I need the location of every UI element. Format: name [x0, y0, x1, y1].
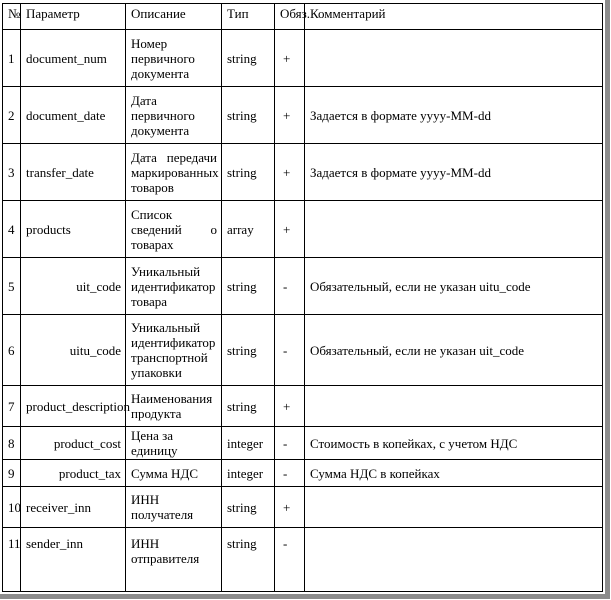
- row-required: +: [275, 30, 305, 87]
- row-type: string: [222, 30, 275, 87]
- row-type: array: [222, 201, 275, 258]
- row-param: uitu_code: [21, 315, 126, 386]
- row-num: 1: [3, 30, 21, 87]
- row-type: integer: [222, 460, 275, 487]
- row-comment: [305, 386, 603, 427]
- row-required: -: [275, 427, 305, 460]
- row-num: 8: [3, 427, 21, 460]
- row-param: sender_inn: [21, 528, 126, 592]
- row-comment: Стоимость в копейках, с учетом НДС: [305, 427, 603, 460]
- row-desc: Список сведений о товарах: [126, 201, 222, 258]
- row-param: product_tax: [21, 460, 126, 487]
- table-row: [3, 487, 603, 528]
- row-param: receiver_inn: [21, 487, 126, 528]
- header-type: Тип: [222, 4, 275, 30]
- row-desc: Уникальный идентификатор товара: [126, 258, 222, 315]
- row-desc: Уникальный идентификатор транспортной упаковки: [126, 315, 222, 386]
- table-header-row: [3, 4, 603, 30]
- row-comment: Задается в формате yyyy-MM-dd: [305, 144, 603, 201]
- table-row: [3, 258, 603, 315]
- row-type: string: [222, 144, 275, 201]
- row-desc: Дата передачи маркированных товаров: [126, 144, 222, 201]
- row-type: string: [222, 528, 275, 592]
- row-required: -: [275, 258, 305, 315]
- row-param: document_num: [21, 30, 126, 87]
- row-required: +: [275, 386, 305, 427]
- table-row: [3, 528, 603, 592]
- row-param: uit_code: [21, 258, 126, 315]
- row-required: +: [275, 144, 305, 201]
- row-num: 6: [3, 315, 21, 386]
- row-comment: [305, 528, 603, 592]
- row-num: 7: [3, 386, 21, 427]
- table-row: [3, 87, 603, 144]
- row-required: -: [275, 315, 305, 386]
- row-required: +: [275, 487, 305, 528]
- header-param: Параметр: [21, 4, 126, 30]
- row-type: string: [222, 487, 275, 528]
- row-type: string: [222, 258, 275, 315]
- row-required: +: [275, 201, 305, 258]
- parameters-table: [2, 3, 603, 592]
- row-num: 5: [3, 258, 21, 315]
- row-comment: [305, 201, 603, 258]
- row-desc: Цена за единицу: [126, 427, 222, 460]
- row-type: string: [222, 87, 275, 144]
- row-comment: Сумма НДС в копейках: [305, 460, 603, 487]
- row-param: document_date: [21, 87, 126, 144]
- row-type: integer: [222, 427, 275, 460]
- row-comment: Обязательный, если не указан uit_code: [305, 315, 603, 386]
- row-comment: Обязательный, если не указан uitu_code: [305, 258, 603, 315]
- row-type: string: [222, 386, 275, 427]
- table-row: [3, 201, 603, 258]
- table-row: [3, 315, 603, 386]
- row-required: -: [275, 460, 305, 487]
- table-row: [3, 144, 603, 201]
- row-comment: [305, 487, 603, 528]
- row-type: string: [222, 315, 275, 386]
- row-num: 2: [3, 87, 21, 144]
- row-required: -: [275, 528, 305, 592]
- header-comment: Комментарий: [305, 4, 603, 30]
- row-desc: Номер первичного документа: [126, 30, 222, 87]
- row-param: transfer_date: [21, 144, 126, 201]
- row-required: +: [275, 87, 305, 144]
- row-comment: Задается в формате yyyy-MM-dd: [305, 87, 603, 144]
- row-param: products: [21, 201, 126, 258]
- row-desc: Наименования продукта: [126, 386, 222, 427]
- row-desc: ИНН отправителя: [126, 528, 222, 592]
- table-row: [3, 460, 603, 487]
- row-num: 11: [3, 528, 21, 592]
- row-num: 10: [3, 487, 21, 528]
- row-num: 3: [3, 144, 21, 201]
- row-num: 9: [3, 460, 21, 487]
- header-required: Обяз.: [275, 4, 305, 30]
- row-param: product_description: [21, 386, 126, 427]
- row-param: product_cost: [21, 427, 126, 460]
- row-desc: Дата первичного документа: [126, 87, 222, 144]
- header-desc: Описание: [126, 4, 222, 30]
- row-desc: ИНН получателя: [126, 487, 222, 528]
- table-row: [3, 30, 603, 87]
- row-desc: Сумма НДС: [126, 460, 222, 487]
- table-row: [3, 386, 603, 427]
- row-num: 4: [3, 201, 21, 258]
- row-comment: [305, 30, 603, 87]
- header-num: №: [3, 4, 21, 30]
- table-row: [3, 427, 603, 460]
